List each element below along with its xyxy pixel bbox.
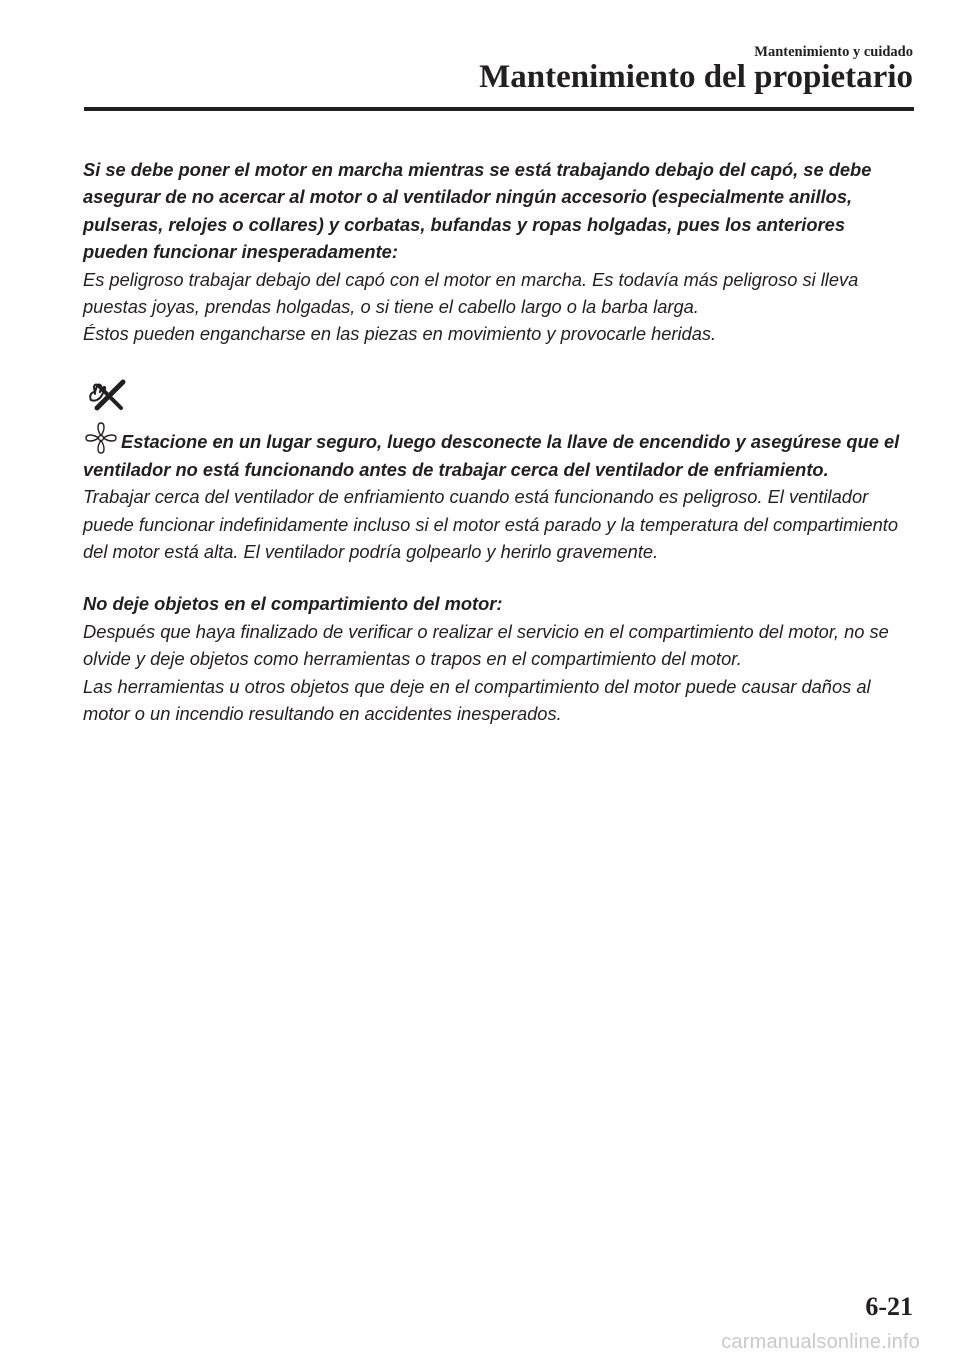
section-label: Mantenimiento y cuidado xyxy=(754,44,913,60)
hand-caution-icon xyxy=(83,378,129,419)
warning-body-objects-2: Las herramientas u otros objetos que deje en el compartimiento del motor puede causar daños al motor o un incendio resultando en accidentes inesperados. xyxy=(83,675,871,725)
warning-heading-engine-running: Si se debe poner el motor en marcha mientras se está trabajando debajo del capó, se debe asegurar de no acercar al motor o al ventilador ningún accesorio (especialmente anillos, pulseras, relojes o collares) y corbatas, bufandas y ropas holgadas, pues los anteriores pueden funcionar inesperadamente: xyxy=(83,159,872,263)
header-rule xyxy=(84,107,914,111)
warning-heading-objects: No deje objetos en el compartimiento del motor: xyxy=(83,593,503,615)
warning-heading-fan: Estacione en un lugar seguro, luego desconecte la llave de encendido y asegúrese que el ventilador no está funcionando antes de trabajar cerca del ventilador de enfriamiento. xyxy=(83,430,900,480)
warning-body-fan: Trabajar cerca del ventilador de enfriamiento cuando está funcionando es peligroso. El ventilador puede funcionar indefinidamente incluso si el motor está parado y la temperatura del compartimiento del motor está alta. El ventilador podría golpearlo y herirlo gravemente. xyxy=(83,486,898,563)
warning-body-objects: Después que haya finalizado de verificar o realizar el servicio en el compartimiento del motor, no se olvide y deje objetos como herramientas o trapos en el compartimiento del motor. xyxy=(83,620,889,670)
page-title: Mantenimiento del propietario xyxy=(479,59,913,95)
watermark-text: carmanualsonline.info xyxy=(721,1331,920,1353)
fan-icon xyxy=(83,420,119,456)
page-number: 6-21 xyxy=(865,1292,913,1321)
page-content xyxy=(83,156,915,728)
warning-body-engine-running: Es peligroso trabajar debajo del capó con el motor en marcha. Es todavía más peligroso si lleva puestas joyas, prendas holgadas, o si tiene el cabello largo o la barba larga. xyxy=(83,268,859,318)
warning-body-engine-running-2: Éstos pueden engancharse en las piezas en movimiento y provocarle heridas. xyxy=(83,323,717,345)
icon-row xyxy=(83,382,915,420)
warning-fan-paragraph xyxy=(83,420,915,483)
